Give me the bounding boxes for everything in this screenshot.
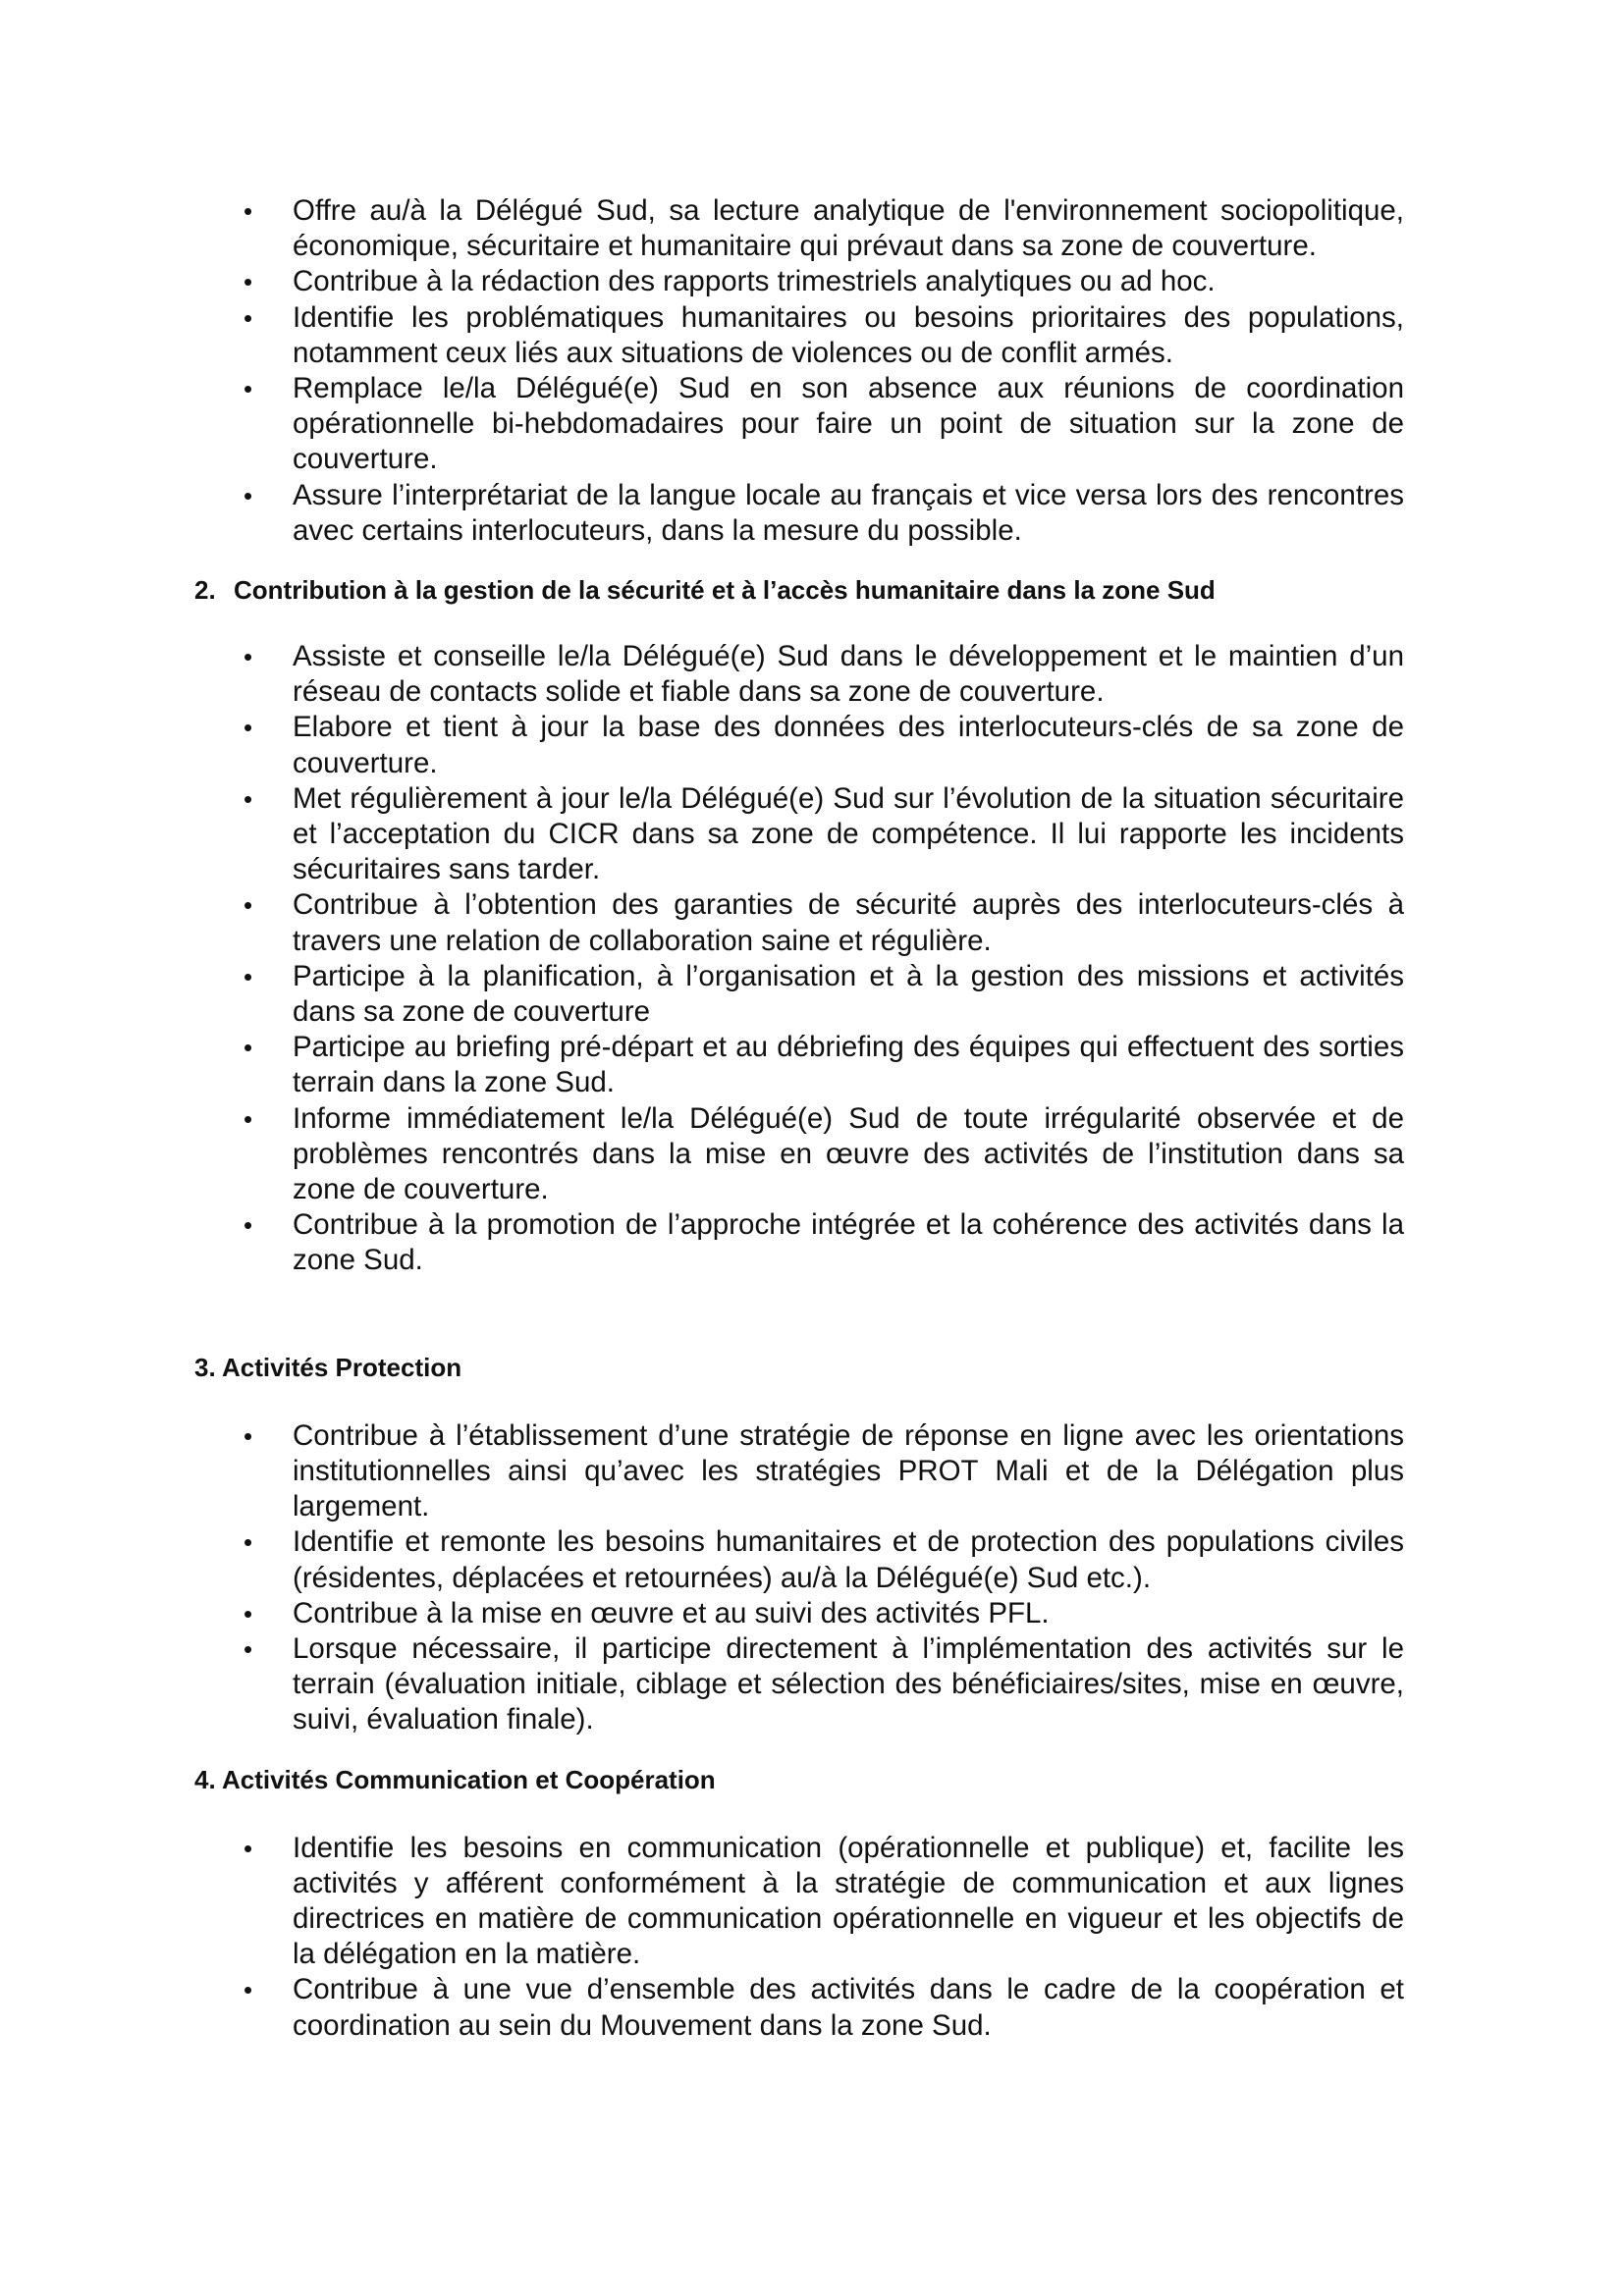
list-item: • Contribue à une vue d’ensemble des activités dans le cadre de la coopération et coordination au sein du Mouvement dans la zone Sud. [244,1973,1404,2042]
section-heading-protection: 3. Activités Protection [194,1352,462,1382]
section-heading-security: 2. Contribution à la gestion de la sécurité et à l’accès humanitaire dans la zone Sud [194,575,1216,606]
bullet-icon: • [244,1033,253,1063]
list-item: • Contribue à l’obtention des garanties de sécurité auprès des interlocuteurs-clés à travers une relation de collaboration saine et régulière. [244,888,1404,957]
bullet-icon: • [244,1527,253,1558]
list-item: • Lorsque nécessaire, il participe directement à l’implémentation des activités sur le terrain (évaluation initiale, ciblage et sélection des bénéficiaires/sites, mise en œuvre, suivi, évaluation finale). [244,1631,1404,1736]
bullet-icon: • [244,302,253,333]
list-item: • Contribue à la rédaction des rapports trimestriels analytiques ou ad hoc. [293,264,1404,299]
list-item: • Participe à la planification, à l’organisation et à la gestion des missions et activités dans sa zone de couverture [244,959,1404,1029]
bullet-icon: • [244,713,253,743]
list-item: • Identifie et remonte les besoins humanitaires et de protection des populations civiles (résidentes, déplacées et retournées) au/à la Délégué(e) Sud etc.). [244,1525,1404,1594]
bullet-icon: • [244,374,253,404]
communication-bullet-list [194,1831,1404,2044]
bullet-icon: • [244,1210,253,1241]
list-item: • Remplace le/la Délégué(e) Sud en son absence aux réunions de coordination opérationnelle bi-hebdomadaires pour faire un point de situation sur la zone de couverture. [244,372,1404,476]
list-item: • Assiste et conseille le/la Délégué(e) Sud dans le développement et le maintien d’un réseau de contacts solide et fiable dans sa zone de couverture. [244,640,1404,709]
list-item: • Identifie les problématiques humanitaires ou besoins prioritaires des populations, notamment ceux liés aux situations de violences ou de conflit armés. [244,300,1404,369]
bullet-icon: • [244,783,253,814]
section-heading-communication: 4. Activités Communication et Coopération [194,1764,716,1794]
bullet-icon: • [244,1833,253,1863]
protection-bullet-list [194,1418,1404,1738]
bullet-icon: • [244,196,253,226]
list-item: • Participe au briefing pré-départ et au débriefing des équipes qui effectuent des sorties terrain dans la zone Sud. [244,1031,1404,1099]
bullet-icon: • [244,1420,253,1451]
security-bullet-list [194,639,1404,1279]
list-item: • Met régulièrement à jour le/la Délégué(e) Sud sur l’évolution de la situation sécuritaire et l’acceptation du CICR dans sa zone de compétence. Il lui rapporte les incidents sécuritaires sans tarder. [244,781,1404,886]
bullet-icon: • [244,961,253,991]
list-item: • Contribue à l’établissement d’une stratégie de réponse en ligne avec les orientations institutionnelles ainsi qu’avec les stratégies PROT Mali et de la Délégation plus largement. [244,1418,1404,1523]
list-item: • Assure l’interprétariat de la langue locale au français et vice versa lors des rencontres avec certains interlocuteurs, dans la mesure du possible. [244,478,1404,547]
document-content [194,193,1404,2044]
list-item: • Identifie les besoins en communication (opérationnelle et publique) et, facilite les activités y afférent conformément à la stratégie de communication et aux lignes directrices en matière de communication opérationnelle en vigueur et les objectifs de la délégation en la matière. [244,1831,1404,1971]
list-item: • Elabore et tient à jour la base des données des interlocuteurs-clés de sa zone de couverture. [244,711,1404,779]
bullet-icon: • [244,1975,253,2005]
list-item: • Offre au/à la Délégué Sud, sa lecture analytique de l'environnement sociopolitique, économique, sécuritaire et humanitaire qui prévaut dans sa zone de couverture. [244,194,1404,263]
bullet-icon: • [244,642,253,672]
bullet-icon: • [244,1103,253,1134]
intro-bullet-list [194,193,1404,549]
list-item: • Contribue à la mise en œuvre et au suivi des activités PFL. [293,1596,1404,1631]
list-item: • Informe immédiatement le/la Délégué(e) Sud de toute irrégularité observée et de problèmes rencontrés dans la mise en œuvre des activités de l’institution dans sa zone de couverture. [244,1101,1404,1206]
bullet-icon: • [244,890,253,921]
list-item: • Contribue à la promotion de l’approche intégrée et la cohérence des activités dans la zone Sud. [244,1208,1404,1277]
bullet-icon: • [244,1633,253,1664]
bullet-icon: • [244,480,253,510]
bullet-icon: • [244,1598,253,1629]
bullet-icon: • [244,267,253,297]
